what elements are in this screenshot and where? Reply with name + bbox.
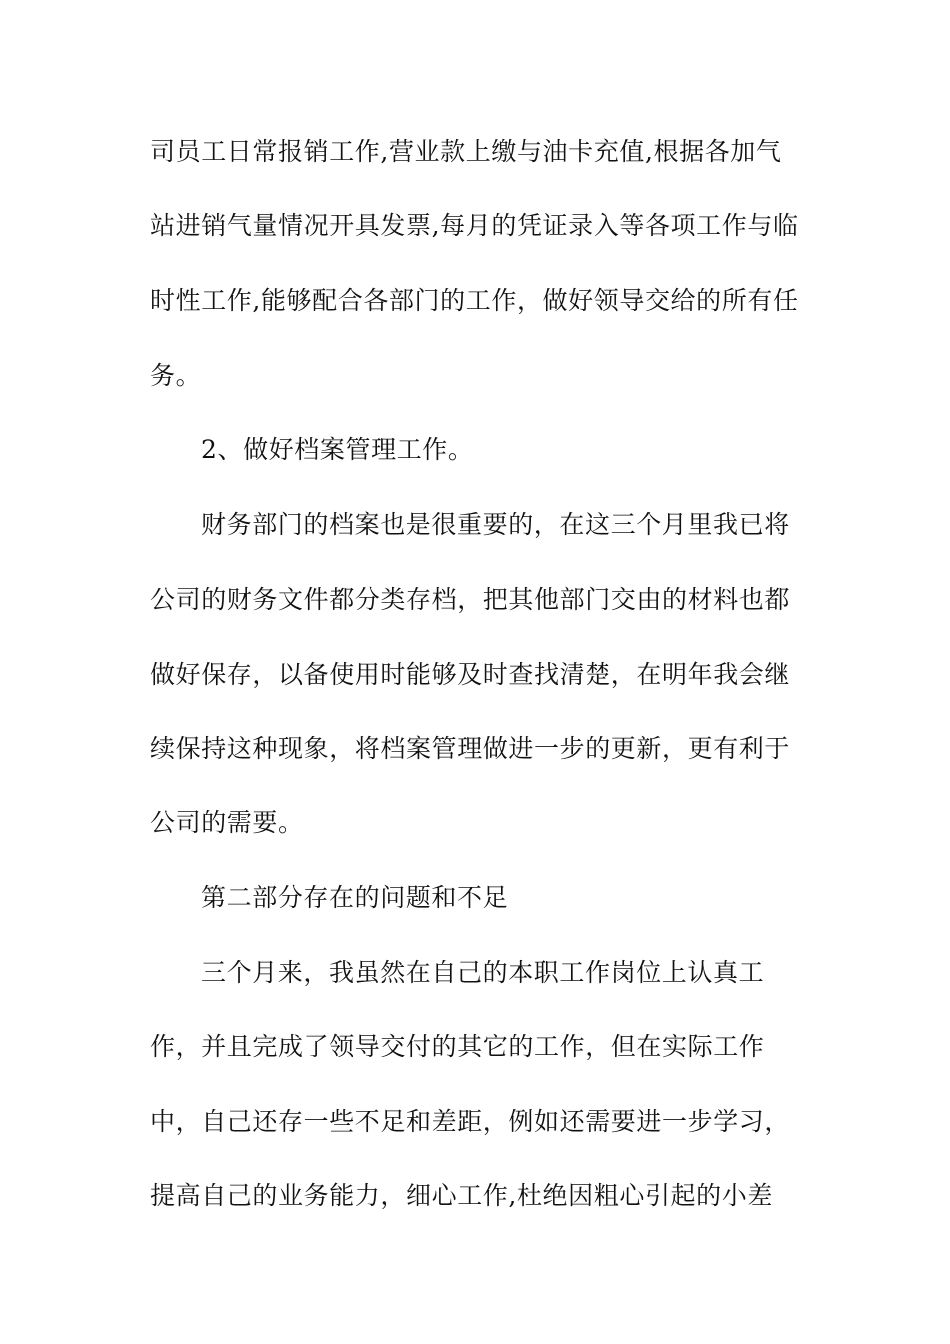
text-line: 作，并且完成了领导交付的其它的工作，但在实际工作 — [150, 1032, 765, 1061]
text-line: 司员工日常报销工作,营业款上缴与油卡充值,根据各加气 — [150, 137, 782, 166]
text-line: 提高自己的业务能力，细心工作,杜绝因粗心引起的小差 — [150, 1181, 773, 1210]
text-line: 续保持这种现象，将档案管理做进一步的更新，更有利于 — [150, 734, 791, 763]
text-line: 公司的财务文件都分类存档，把其他部门交由的材料也都 — [150, 585, 791, 614]
text-line: 时性工作,能够配合各部门的工作，做好领导交给的所有任 — [150, 286, 799, 315]
section-heading: 2、做好档案管理工作。 — [201, 435, 474, 464]
text-line: 做好保存，以备使用时能够及时查找清楚，在明年我会继 — [150, 660, 791, 689]
text-line: 公司的需要。 — [150, 808, 304, 837]
text-line: 三个月来，我虽然在自己的本职工作岗位上认真工 — [201, 958, 765, 987]
section-heading: 第二部分存在的问题和不足 — [201, 883, 509, 912]
text-line: 务。 — [150, 361, 202, 390]
text-line: 站进销气量情况开具发票,每月的凭证录入等各项工作与临 — [150, 211, 799, 240]
text-line: 中，自己还存一些不足和差距，例如还需要进一步学习， — [150, 1107, 791, 1136]
text-line: 财务部门的档案也是很重要的，在这三个月里我已将 — [201, 510, 790, 539]
